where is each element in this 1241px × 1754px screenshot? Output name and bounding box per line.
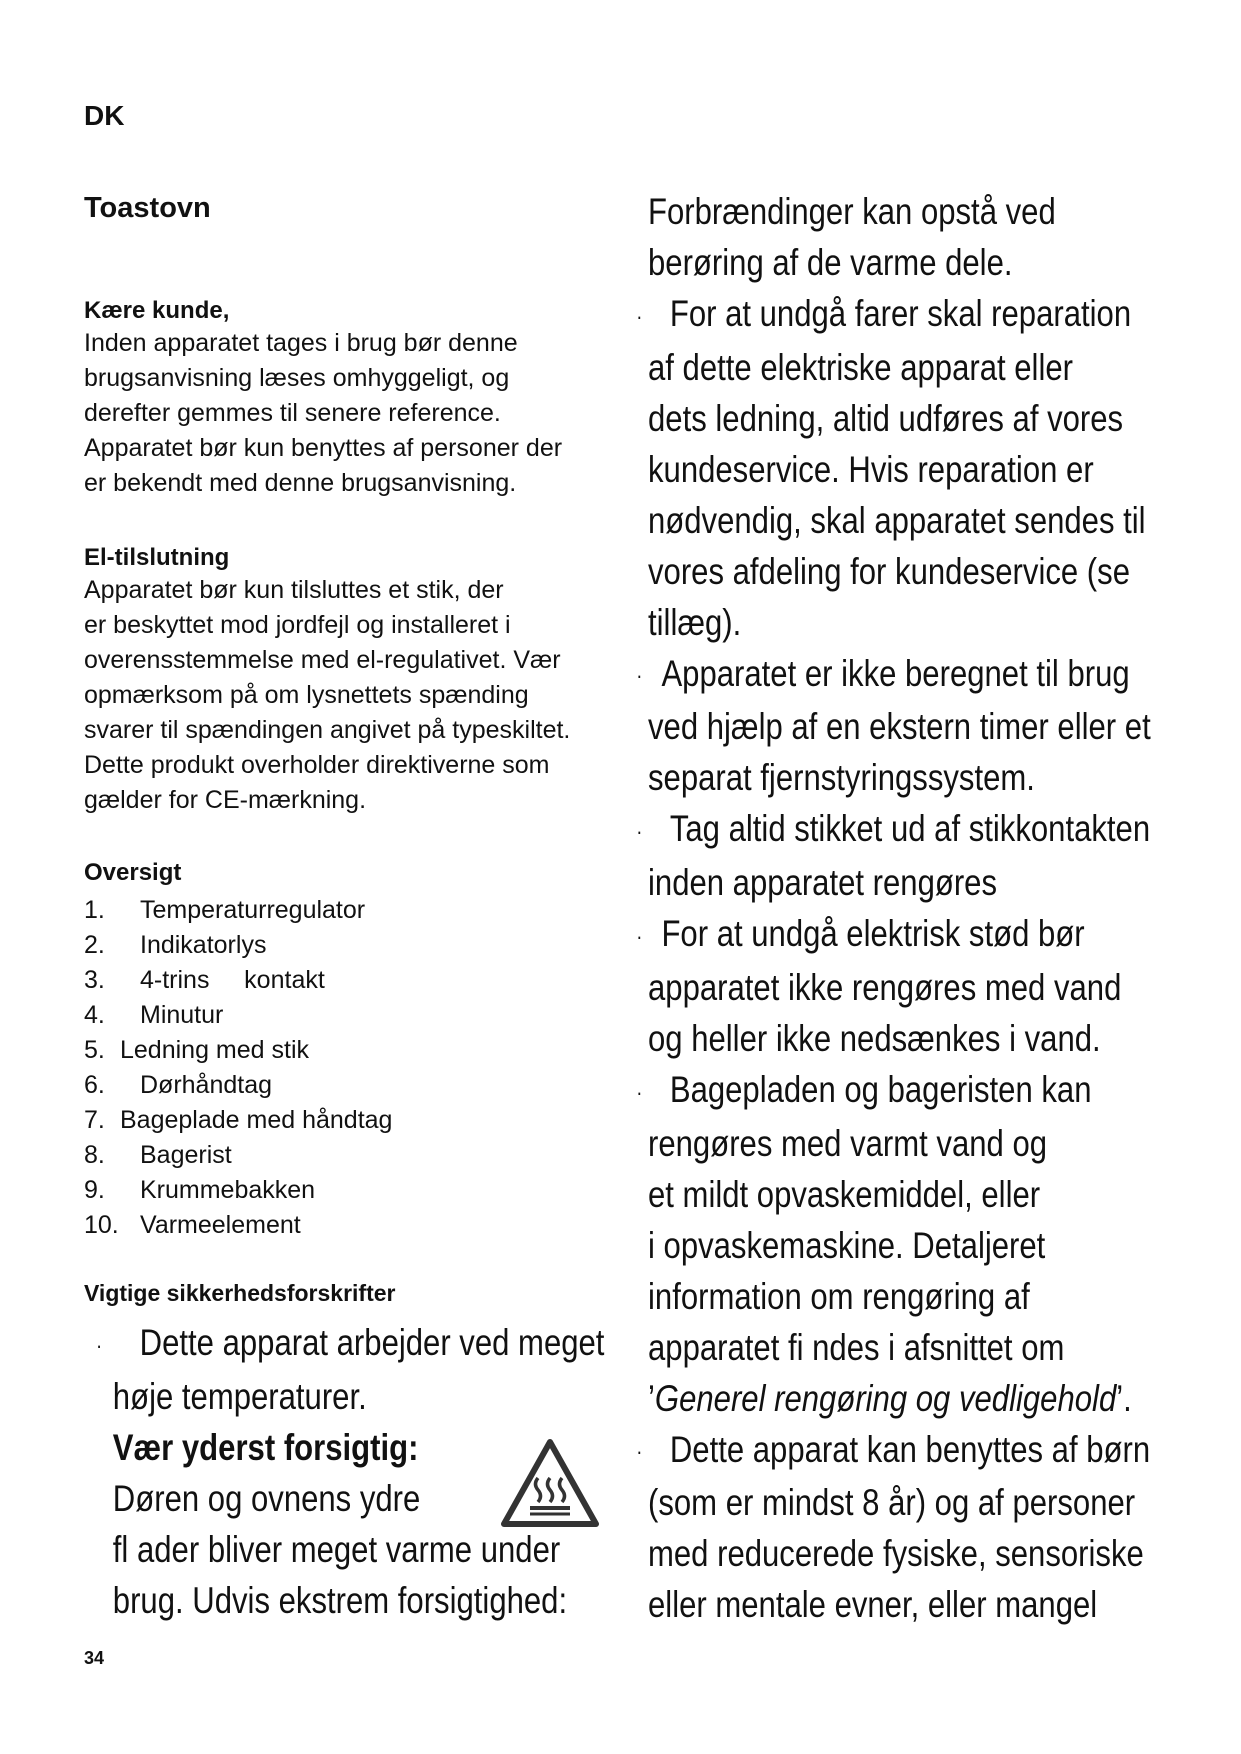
safety-text: Døren og ovnens ydre <box>112 1477 421 1519</box>
bullet-icon: · <box>96 1332 103 1358</box>
safety-text: dets ledning, altid udføres af vores <box>648 397 1124 439</box>
list-label: Indikatorlys <box>140 931 267 959</box>
electrical-line: Apparatet bør kun tilsluttes et stik, der <box>84 576 504 604</box>
safety-text: inden apparatet rengøres <box>648 862 998 904</box>
electrical-line: er beskyttet mod jordfejl og installeret i <box>84 611 511 639</box>
safety-text: For at undgå farer skal reparation <box>669 293 1132 334</box>
bullet-icon: · <box>636 819 643 845</box>
safety-text-reference <box>648 1373 1151 1424</box>
safety-text: Bagepladen og bageristen kan <box>669 1068 1092 1110</box>
list-label: Dørhåndtag <box>140 1071 273 1099</box>
list-label: 4-trins kontakt <box>140 966 325 994</box>
list-number: 9. <box>84 1176 105 1204</box>
electrical-line: gælder for CE-mærkning. <box>84 786 367 814</box>
safety-text: brug. Udvis ekstrem forsigtighed: <box>112 1579 568 1621</box>
page-number: 34 <box>84 1648 105 1668</box>
safety-text: et mildt opvaskemiddel, eller <box>648 1173 1041 1215</box>
overview-heading: Oversigt <box>84 859 182 886</box>
safety-text: Forbrændinger kan opstå ved <box>648 191 1056 232</box>
quote-mark: ’ <box>648 1377 655 1419</box>
electrical-heading: El-tilslutning <box>84 544 230 571</box>
list-label: Krummebakken <box>140 1176 316 1204</box>
safety-text: Dette apparat arbejder ved meget <box>139 1322 605 1363</box>
caution-text: Vær yderst forsigtig: <box>112 1426 419 1468</box>
safety-text: apparatet fi ndes i afsnittet om <box>648 1326 1065 1368</box>
safety-bullet-line <box>636 1424 1150 1478</box>
list-number: 5. <box>84 1036 105 1064</box>
safety-text: separat fjernstyringssystem. <box>648 757 1035 799</box>
list-item <box>84 893 392 928</box>
safety-text: vores afdeling for kundeservice (se <box>648 550 1130 592</box>
safety-text: ved hjælp af en ekstern timer eller et <box>648 706 1151 748</box>
list-label: Bagerist <box>140 1141 232 1169</box>
bullet-icon: · <box>636 1439 643 1465</box>
safety-text: fl ader bliver meget varme under <box>112 1528 561 1570</box>
intro-line: er bekendt med denne brugsanvisning. <box>84 469 517 497</box>
list-label: Minutur <box>140 1001 224 1029</box>
list-number: 10. <box>84 1211 119 1239</box>
safety-text: apparatet ikke rengøres med vand <box>648 966 1122 1008</box>
list-number: 4. <box>84 1001 105 1029</box>
electrical-line: Dette produkt overholder direktiverne som <box>84 751 550 779</box>
electrical-line: overensstemmelse med el-regulativet. Vær <box>84 646 561 674</box>
list-label: Ledning med stik <box>120 1036 310 1064</box>
list-item <box>84 928 392 963</box>
intro-line: Inden apparatet tages i brug bør denne <box>84 329 518 357</box>
safety-text: information om rengøring af <box>648 1275 1030 1317</box>
section-reference: Generel rengøring og vedligehold <box>654 1377 1117 1419</box>
safety-bullet-line <box>636 288 1150 342</box>
list-label: Varmeelement <box>140 1211 301 1239</box>
safety-bullet-line <box>636 648 1150 702</box>
safety-bullet-line <box>636 1064 1150 1118</box>
safety-text: (som er mindst 8 år) og af personer <box>648 1482 1136 1524</box>
electrical-line: opmærksom på om lysnettets spænding <box>84 681 529 709</box>
intro-line: Apparatet bør kun benyttes af personer der <box>84 434 563 462</box>
safety-text: Tag altid stikket ud af stikkontakten <box>669 808 1151 850</box>
quote-mark: ’. <box>1116 1377 1132 1419</box>
intro-line: brugsanvisning læses omhyggeligt, og <box>84 364 510 392</box>
document-title: Toastovn <box>84 192 211 224</box>
list-number: 2. <box>84 931 105 959</box>
list-label: Temperaturregulator <box>140 896 366 924</box>
list-item <box>84 1208 392 1243</box>
bullet-icon: · <box>636 303 643 329</box>
bullet-icon: · <box>636 663 643 689</box>
list-number: 1. <box>84 896 105 924</box>
safety-text: nødvendig, skal apparatet sendes til <box>648 499 1146 541</box>
list-number: 8. <box>84 1141 105 1169</box>
safety-text: af dette elektriske apparat eller <box>648 346 1074 388</box>
safety-text: eller mentale evner, eller mangel <box>648 1584 1098 1626</box>
list-number: 7. <box>84 1106 105 1134</box>
safety-text: berøring af de varme dele. <box>648 242 1013 283</box>
electrical-line: svarer til spændingen angivet på typeskiltet. <box>84 716 571 744</box>
safety-heading: Vigtige sikkerhedsforskrifter <box>84 1280 396 1306</box>
hot-surface-warning-icon <box>500 1438 600 1530</box>
safety-bullet-line <box>636 908 1150 962</box>
bullet-icon: · <box>636 923 643 949</box>
list-item <box>84 963 392 998</box>
safety-text: Dette apparat kan benyttes af børn <box>669 1428 1151 1470</box>
overview-list <box>84 893 392 1243</box>
safety-text: og heller ikke nedsænkes i vand. <box>648 1017 1101 1059</box>
safety-text: i opvaskemaskine. Detaljeret <box>648 1224 1046 1266</box>
list-item <box>84 998 392 1033</box>
safety-bullet-line <box>96 1317 604 1371</box>
list-item <box>84 1173 392 1208</box>
list-number: 3. <box>84 966 105 994</box>
electrical-section <box>84 543 570 818</box>
safety-text: Apparatet er ikke beregnet til brug <box>661 652 1130 694</box>
language-code: DK <box>84 100 125 131</box>
list-number: 6. <box>84 1071 105 1099</box>
safety-bullet-line <box>636 803 1150 857</box>
safety-text: kundeservice. Hvis reparation er <box>648 448 1094 490</box>
list-item <box>84 1068 392 1103</box>
safety-text: For at undgå elektrisk stød bør <box>661 913 1085 955</box>
safety-text: rengøres med varmt vand og <box>648 1122 1048 1164</box>
safety-text: med reducerede fysiske, sensoriske <box>648 1533 1144 1575</box>
bullet-icon: · <box>636 1079 643 1105</box>
safety-text: tillæg). <box>648 601 742 643</box>
intro-section <box>84 296 562 501</box>
list-item <box>84 1103 392 1138</box>
safety-text: høje temperaturer. <box>112 1375 367 1417</box>
list-item <box>84 1138 392 1173</box>
intro-line: derefter gemmes til senere reference. <box>84 399 501 427</box>
list-label: Bageplade med håndtag <box>120 1106 393 1134</box>
safety-right-block <box>636 186 1151 1630</box>
list-item <box>84 1033 392 1068</box>
intro-heading: Kære kunde, <box>84 297 230 324</box>
